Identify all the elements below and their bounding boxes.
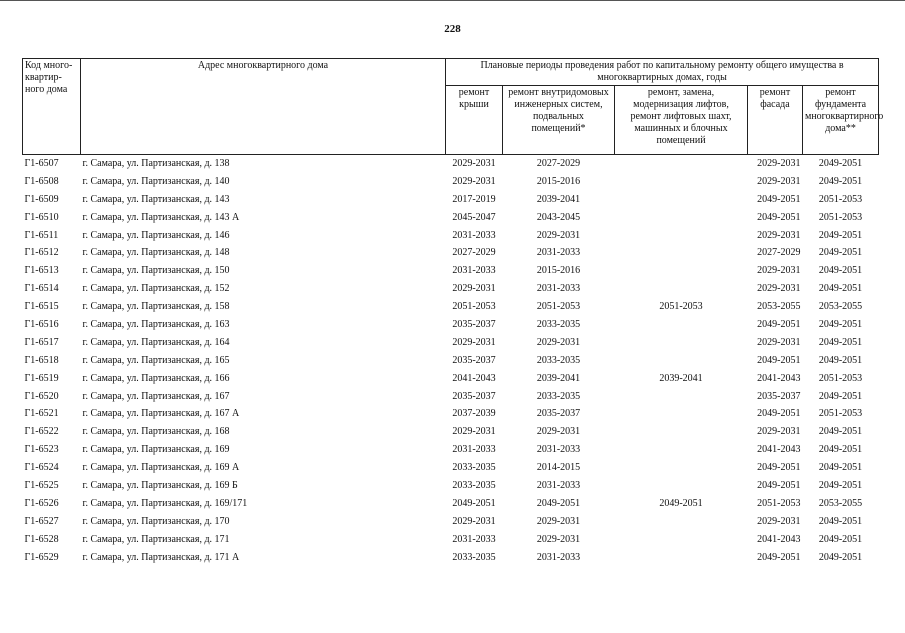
cell-roof: 2049-2051 (452, 497, 496, 509)
cell-facade: 2029-2031 (757, 336, 801, 348)
cell-engineering: 2015-2016 (536, 265, 581, 277)
cell-facade: 2029-2031 (757, 157, 801, 169)
cell-elevators (615, 423, 748, 441)
table-row (23, 209, 879, 227)
cell-facade: 2027-2029 (757, 247, 801, 259)
cell-facade: 2029-2031 (757, 283, 801, 295)
cell-facade: 2041-2043 (757, 372, 801, 384)
column-header-foundation: ремонт фундамента многоквартирного дома** (803, 86, 879, 155)
cell-elevators: 2039-2041 (659, 372, 703, 384)
cell-address: г. Самара, ул. Партизанская, д. 165 (82, 354, 230, 366)
cell-roof: 2029-2031 (452, 426, 496, 438)
cell-roof: 2029-2031 (452, 515, 496, 527)
cell-code: Г1-6516 (24, 318, 59, 330)
cell-facade: 2049-2051 (757, 211, 801, 223)
cell-engineering: 2035-2037 (536, 408, 581, 420)
cell-code: Г1-6528 (24, 533, 59, 545)
cell-roof: 2033-2035 (452, 479, 496, 491)
cell-facade: 2049-2051 (757, 354, 801, 366)
cell-address: г. Самара, ул. Партизанская, д. 171 (82, 533, 230, 545)
cell-foundation: 2049-2051 (818, 283, 863, 295)
column-header-facade: ремонт фасада (748, 86, 803, 155)
column-header-roof: ремонт крыши (446, 86, 503, 155)
cell-elevators: 2049-2051 (659, 497, 703, 509)
cell-address: г. Самара, ул. Партизанская, д. 140 (82, 175, 230, 187)
cell-code: Г1-6519 (24, 372, 59, 384)
cell-facade: 2029-2031 (757, 229, 801, 241)
cell-engineering: 2015-2016 (536, 175, 581, 187)
cell-engineering: 2033-2035 (536, 390, 581, 402)
cell-facade: 2049-2051 (757, 408, 801, 420)
cell-code: Г1-6521 (24, 408, 59, 420)
cell-foundation: 2049-2051 (818, 533, 863, 545)
cell-elevators (615, 405, 748, 423)
cell-foundation: 2049-2051 (818, 479, 863, 491)
table-row (23, 173, 879, 191)
table-row (23, 334, 879, 352)
cell-code: Г1-6523 (24, 444, 59, 456)
cell-address: г. Самара, ул. Партизанская, д. 158 (82, 301, 230, 313)
cell-engineering: 2031-2033 (536, 444, 581, 456)
cell-code: Г1-6510 (24, 211, 59, 223)
cell-code: Г1-6514 (24, 283, 59, 295)
cell-elevators (615, 334, 748, 352)
table-row (23, 477, 879, 495)
cell-address: г. Самара, ул. Партизанская, д. 163 (82, 318, 230, 330)
cell-roof: 2035-2037 (452, 318, 496, 330)
cell-engineering: 2029-2031 (536, 229, 581, 241)
cell-foundation: 2049-2051 (818, 336, 863, 348)
cell-facade: 2029-2031 (757, 175, 801, 187)
cell-elevators (615, 477, 748, 495)
cell-elevators (615, 191, 748, 209)
cell-engineering: 2031-2033 (536, 479, 581, 491)
column-group-periods: Плановые периоды проведения работ по капитальному ремонту общего имущества в многоквартирных домах, годы (446, 59, 879, 86)
cell-facade: 2053-2055 (757, 301, 801, 313)
cell-engineering: 2039-2041 (536, 372, 581, 384)
cell-code: Г1-6524 (24, 462, 59, 474)
cell-code: Г1-6518 (24, 354, 59, 366)
cell-elevators (615, 262, 748, 280)
cell-elevators (615, 531, 748, 549)
page-number: 228 (444, 23, 461, 35)
cell-foundation: 2049-2051 (818, 157, 863, 169)
cell-facade: 2035-2037 (757, 390, 801, 402)
cell-roof: 2035-2037 (452, 390, 496, 402)
cell-address: г. Самара, ул. Партизанская, д. 143 (82, 193, 230, 205)
cell-facade: 2041-2043 (757, 533, 801, 545)
cell-address: г. Самара, ул. Партизанская, д. 170 (82, 515, 230, 527)
cell-facade: 2029-2031 (757, 515, 801, 527)
cell-roof: 2031-2033 (452, 265, 496, 277)
cell-facade: 2049-2051 (757, 479, 801, 491)
cell-elevators (615, 352, 748, 370)
cell-address: г. Самара, ул. Партизанская, д. 152 (82, 283, 230, 295)
cell-foundation: 2049-2051 (818, 515, 863, 527)
table-row (23, 262, 879, 280)
cell-elevators (615, 316, 748, 334)
cell-address: г. Самара, ул. Партизанская, д. 148 (82, 247, 230, 259)
table-row (23, 191, 879, 209)
cell-elevators (615, 209, 748, 227)
cell-roof: 2033-2035 (452, 551, 496, 563)
cell-roof: 2031-2033 (452, 533, 496, 545)
cell-elevators (615, 244, 748, 262)
table-row (23, 244, 879, 262)
cell-facade: 2049-2051 (757, 193, 801, 205)
cell-elevators (615, 388, 748, 406)
column-header-code: Код много-квартир-ного дома (23, 59, 81, 155)
cell-code: Г1-6527 (24, 515, 59, 527)
cell-roof: 2029-2031 (452, 175, 496, 187)
table-row (23, 370, 879, 388)
cell-foundation: 2049-2051 (818, 247, 863, 259)
cell-address: г. Самара, ул. Партизанская, д. 169 Б (82, 479, 238, 491)
cell-roof: 2051-2053 (452, 301, 496, 313)
cell-address: г. Самара, ул. Партизанская, д. 167 (82, 390, 230, 402)
cell-address: г. Самара, ул. Партизанская, д. 167 А (82, 408, 240, 420)
repair-schedule-table (22, 58, 884, 566)
cell-code: Г1-6507 (24, 157, 59, 169)
column-header-elevators: ремонт, замена, модернизация лифтов, ремонт лифтовых шахт, машинных и блочных помещений (615, 86, 748, 155)
cell-facade: 2049-2051 (757, 462, 801, 474)
table-row (23, 423, 879, 441)
cell-elevators (615, 459, 748, 477)
cell-address: г. Самара, ул. Партизанская, д. 146 (82, 229, 230, 241)
table-row (23, 155, 879, 173)
cell-elevators (615, 549, 748, 567)
cell-foundation: 2049-2051 (818, 426, 863, 438)
table-row (23, 459, 879, 477)
cell-facade: 2049-2051 (757, 551, 801, 563)
table-row (23, 531, 879, 549)
cell-code: Г1-6520 (24, 390, 59, 402)
cell-engineering: 2039-2041 (536, 193, 581, 205)
cell-roof: 2033-2035 (452, 462, 496, 474)
cell-address: г. Самара, ул. Партизанская, д. 169 А (82, 462, 240, 474)
cell-foundation: 2051-2053 (818, 372, 863, 384)
cell-foundation: 2049-2051 (818, 551, 863, 563)
cell-foundation: 2053-2055 (818, 497, 863, 509)
cell-code: Г1-6513 (24, 265, 59, 277)
cell-engineering: 2043-2045 (536, 211, 581, 223)
cell-roof: 2037-2039 (452, 408, 496, 420)
cell-roof: 2031-2033 (452, 444, 496, 456)
cell-facade: 2049-2051 (757, 318, 801, 330)
cell-address: г. Самара, ул. Партизанская, д. 143 А (82, 211, 240, 223)
table-row (23, 549, 879, 567)
cell-engineering: 2033-2035 (536, 318, 581, 330)
cell-address: г. Самара, ул. Партизанская, д. 150 (82, 265, 230, 277)
cell-roof: 2041-2043 (452, 372, 496, 384)
cell-roof: 2029-2031 (452, 157, 496, 169)
cell-roof: 2035-2037 (452, 354, 496, 366)
cell-foundation: 2051-2053 (818, 193, 863, 205)
cell-facade: 2029-2031 (757, 426, 801, 438)
cell-foundation: 2049-2051 (818, 175, 863, 187)
cell-engineering: 2033-2035 (536, 354, 581, 366)
table-row (23, 441, 879, 459)
cell-code: Г1-6508 (24, 175, 59, 187)
cell-engineering: 2031-2033 (536, 247, 581, 259)
cell-engineering: 2031-2033 (536, 283, 581, 295)
cell-address: г. Самара, ул. Партизанская, д. 169/171 (82, 497, 248, 509)
cell-foundation: 2049-2051 (818, 354, 863, 366)
cell-code: Г1-6525 (24, 479, 59, 491)
cell-code: Г1-6529 (24, 551, 59, 563)
cell-engineering: 2049-2051 (536, 497, 581, 509)
cell-address: г. Самара, ул. Партизанская, д. 164 (82, 336, 230, 348)
table-row (23, 405, 879, 423)
cell-code: Г1-6512 (24, 247, 59, 259)
cell-foundation: 2051-2053 (818, 408, 863, 420)
cell-engineering: 2029-2031 (536, 426, 581, 438)
table-body (23, 155, 879, 567)
cell-code: Г1-6526 (24, 497, 59, 509)
table-row (23, 316, 879, 334)
cell-address: г. Самара, ул. Партизанская, д. 138 (82, 157, 230, 169)
cell-roof: 2031-2033 (452, 229, 496, 241)
cell-engineering: 2027-2029 (536, 157, 581, 169)
cell-elevators (615, 227, 748, 245)
cell-foundation: 2053-2055 (818, 301, 863, 313)
cell-engineering: 2031-2033 (536, 551, 581, 563)
cell-roof: 2029-2031 (452, 283, 496, 295)
cell-engineering: 2051-2053 (536, 301, 581, 313)
cell-code: Г1-6511 (24, 229, 59, 241)
cell-roof: 2029-2031 (452, 336, 496, 348)
table-row (23, 513, 879, 531)
top-rule (0, 0, 905, 1)
cell-foundation: 2049-2051 (818, 444, 863, 456)
cell-roof: 2017-2019 (452, 193, 496, 205)
cell-facade: 2051-2053 (757, 497, 801, 509)
table-row (23, 280, 879, 298)
cell-facade: 2041-2043 (757, 444, 801, 456)
cell-engineering: 2014-2015 (536, 462, 581, 474)
cell-engineering: 2029-2031 (536, 336, 581, 348)
cell-code: Г1-6517 (24, 336, 59, 348)
cell-foundation: 2049-2051 (818, 390, 863, 402)
table-row (23, 227, 879, 245)
cell-code: Г1-6522 (24, 426, 59, 438)
cell-engineering: 2029-2031 (536, 533, 581, 545)
cell-elevators (615, 441, 748, 459)
cell-foundation: 2051-2053 (818, 211, 863, 223)
cell-address: г. Самара, ул. Партизанская, д. 166 (82, 372, 230, 384)
cell-facade: 2029-2031 (757, 265, 801, 277)
cell-address: г. Самара, ул. Партизанская, д. 171 А (82, 551, 240, 563)
cell-code: Г1-6515 (24, 301, 59, 313)
table-row (23, 352, 879, 370)
table-row (23, 298, 879, 316)
table-row (23, 495, 879, 513)
cell-elevators (615, 155, 748, 173)
cell-elevators (615, 280, 748, 298)
cell-elevators (615, 173, 748, 191)
cell-code: Г1-6509 (24, 193, 59, 205)
cell-foundation: 2049-2051 (818, 462, 863, 474)
column-header-engineering: ремонт внутридомовых инженерных систем, подвальных помещений* (503, 86, 615, 155)
cell-address: г. Самара, ул. Партизанская, д. 168 (82, 426, 230, 438)
cell-foundation: 2049-2051 (818, 265, 863, 277)
cell-foundation: 2049-2051 (818, 229, 863, 241)
cell-elevators (615, 513, 748, 531)
cell-roof: 2045-2047 (452, 211, 496, 223)
table-row (23, 388, 879, 406)
cell-elevators: 2051-2053 (659, 301, 703, 313)
cell-engineering: 2029-2031 (536, 515, 581, 527)
cell-foundation: 2049-2051 (818, 318, 863, 330)
cell-roof: 2027-2029 (452, 247, 496, 259)
column-header-address: Адрес многоквартирного дома (81, 59, 446, 155)
cell-address: г. Самара, ул. Партизанская, д. 169 (82, 444, 230, 456)
